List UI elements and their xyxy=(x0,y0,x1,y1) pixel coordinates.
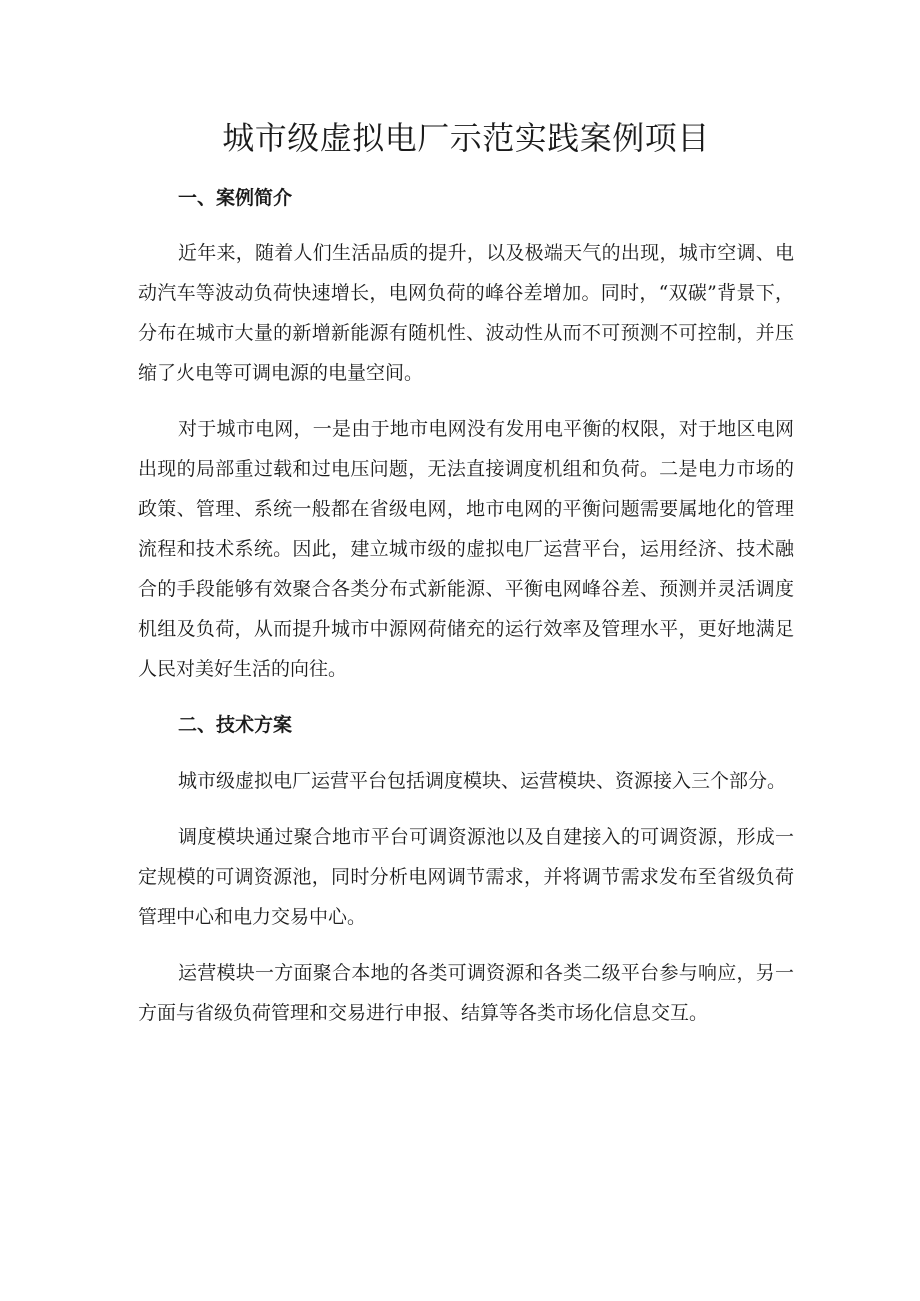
document-title: 城市级虚拟电厂示范实践案例项目 xyxy=(222,119,710,157)
paragraph: 近年来，随着人们生活品质的提升，以及极端天气的出现，城市空调、电动汽车等波动负荷快速增长，电网负荷的峰谷差增加。同时，“双碳”背景下，分布在城市大量的新增新能源有随机性、波动性从而不可预测不可控制，并压缩了火电等可调电源的电量空间。 xyxy=(138,242,794,384)
paragraph: 城市级虚拟电厂运营平台包括调度模块、运营模块、资源接入三个部分。 xyxy=(178,770,787,792)
section-heading-technical-solution: 二、技术方案 xyxy=(178,714,293,736)
paragraph: 调度模块通过聚合地市平台可调资源池以及自建接入的可调资源，形成一定规模的可调资源池，同时分析电网调节需求，并将调节需求发布至省级负荷管理中心和电力交易中心。 xyxy=(138,826,794,928)
section-heading-intro: 一、案例简介 xyxy=(178,187,293,209)
document-page xyxy=(138,108,794,1033)
paragraph: 对于城市电网，一是由于地市电网没有发用电平衡的权限，对于地区电网出现的局部重过载和过电压问题，无法直接调度机组和负荷。二是电力市场的政策、管理、系统一般都在省级电网，地市电网的平衡问题需要属地化的管理流程和技术系统。因此，建立城市级的虚拟电厂运营平台，运用经济、技术融合的手段能够有效聚合各类分布式新能源、平衡电网峰谷差、预测并灵活调度机组及负荷，从而提升城市中源网荷储充的运行效率及管理水平，更好地满足人民对美好生活的向往。 xyxy=(138,418,794,680)
paragraph: 运营模块一方面聚合本地的各类可调资源和各类二级平台参与响应，另一方面与省级负荷管理和交易进行申报、结算等各类市场化信息交互。 xyxy=(138,962,794,1024)
